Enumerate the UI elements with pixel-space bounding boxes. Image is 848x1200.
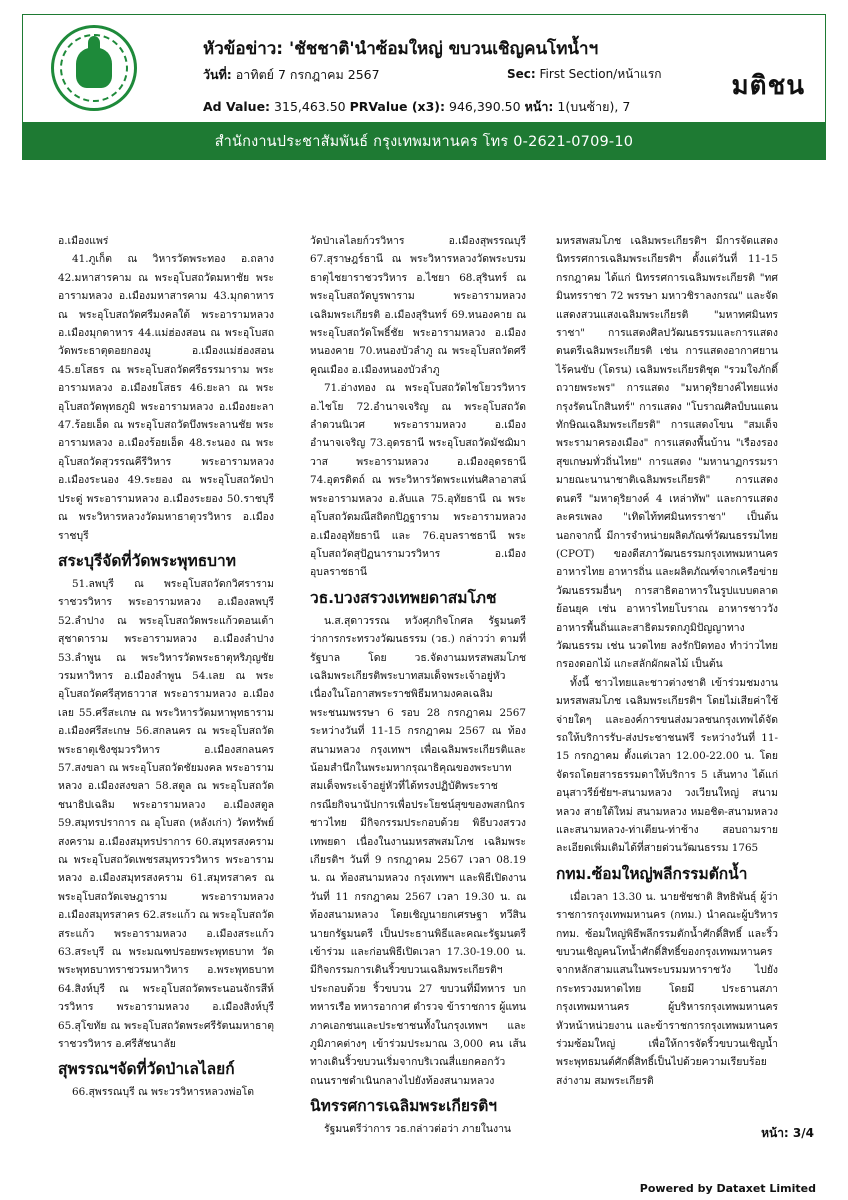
paragraph: 41.ภูเก็ต ณ วิหารวัดพระทอง อ.ถลาง 42.มหาสารคาม ณ พระอุโบสถวัดมหาชัย พระอารามหลวง อ.เมืองมหาสารคาม 43.มุกดาหาร ณ พระอุโบสถวัดศรีมงคลใต้ พระอารามหลวง อ.เมืองมุกดาหาร 44.แม่ฮ่องสอน ณ พระอุโบสถ วัดพระธาตุดอยกองมู อ.เมืองแม่ฮ่องสอน 45.ยโสธร ณ พระอุโบสถวัดศรีธรรมาราม พระอารามหลวง อ.เมืองยโสธร 46.ยะลา ณ พระอุโบสถวัดพุทธภูมิ พระอารามหลวง อ.เมืองยะลา 47.ร้อยเอ็ด ณ พระอุโบสถวัดบึงพระลานชัย พระอารามหลวง อ.เมืองร้อยเอ็ด 48.ระนอง ณ พระอุโบสถวัดสุวรรณคีรีวิหาร พระอารามหลวง อ.เมืองระนอง 49.ระยอง ณ พระอุโบสถวัดป่าประดู่ พระอารามหลวง อ.เมืองระยอง 50.ราชบุรี ณ พระวิหารหลวงวัดมหาธาตุวรวิหาร อ.เมืองราชบุรี (58, 253, 274, 542)
paragraph: อ.เมืองแพร่ (58, 235, 109, 247)
ad-value: 315,463.50 (274, 99, 346, 114)
section-info (507, 65, 662, 84)
powered-by: Powered by Dataxet Limited (639, 1182, 816, 1195)
article-body (58, 232, 778, 1136)
subheading: กทม.ซ้อมใหญ่พลีกรรมตักน้ำ (556, 864, 748, 883)
newspaper-brand: มติชน (731, 71, 805, 101)
paragraph: วัดป่าเลไลยก์วรวิหาร อ.เมืองสุพรรณบุรี 67.สุราษฎร์ธานี ณ พระวิหารหลวงวัดพระบรมธาตุไชยาราชวรวิหาร อ.ไชยา 68.สุรินทร์ ณ พระอุโบสถวัดบูรพาราม พระอารามหลวง เฉลิมพระเกียรติ อ.เมืองสุรินทร์ 69.หนองคาย ณ พระอุโบสถวัดโพธิ์ชัย พระอารามหลวง อ.เมืองหนองคาย 70.หนองบัวลำภู ณ พระอุโบสถวัดศรีคูณเมือง อ.เมืองหนองบัวลำภู (310, 235, 526, 376)
article-column-1 (58, 232, 274, 1112)
date-value: อาทิตย์ 7 กรกฎาคม 2567 (235, 67, 380, 82)
bma-seal-logo (51, 25, 137, 111)
agency-banner: สำนักงานประชาสัมพันธ์ กรุงเทพมหานคร โทร 0-2621-0709-10 (22, 122, 826, 160)
page-label: หน้า: (524, 99, 554, 114)
seal-emblem (76, 48, 112, 88)
subheading: สระบุรีจัดที่วัดพระพุทธบาท (58, 551, 236, 570)
ad-value-row (203, 97, 630, 117)
ad-label: Ad Value: (203, 99, 271, 114)
page-value: 1(บนซ้าย), 7 (557, 99, 631, 114)
page-number: หน้า: 3/4 (761, 1126, 814, 1140)
headline-title: หัวข้อข่าว: 'ชัชชาติ'นำซ้อมใหญ่ ขบวนเชิญคนโทน้ำฯ (203, 39, 599, 59)
subheading: วธ.บวงสรวงเทพยดาสมโภช (310, 588, 497, 607)
section-label: Sec: (507, 67, 536, 81)
article-column-2 (310, 232, 526, 1136)
publish-date (203, 65, 380, 85)
section-value: First Section/หน้าแรก (539, 67, 662, 81)
news-header (22, 14, 826, 122)
paragraph: มหรสพสมโภช เฉลิมพระเกียรติฯ มีการจัดแสดงนิทรรศการเฉลิมพระเกียรติฯ ตั้งแต่วันที่ 11-15 กรกฎาคม ได้แก่ นิทรรศการเฉลิมพระเกียรติ "ทศมินทรราชา 72 พรรษา มหาวชิราลงกรณ" และจัดแสดงสวนแสงเฉลิมพระเกียรติ "มหาทศมินทรราชา" การแสดงศิลปวัฒนธรรมและการแสดงดนตรีเฉลิมพระเกียรติ เช่น การแสดงอากาศยานไร้คนขับ (โดรน) เฉลิมพระเกียรติชุด "รวมใจภักดิ์ ถวายพระพร" การแสดง "มหาดุริยางค์ไทยแห่งกรุงรัตนโกสินทร์" การแสดง "โบราณศิลป์บนแดนทักษิณเฉลิมพระเกียรติ" การแสดงโขน "สมเด็จพระรามาครองเมือง" การแสดงพื้นบ้าน "เรืองรองสุขเกษมทั่วถิ่นไทย" การแสดง "มหานาฏกรรมรามายณะนานาชาติเฉลิมพระเกียรติ" การแสดงดนตรี "มหาดุริยางค์ 4 เหล่าทัพ" และการแสดงละครเพลง "เทิดไท้ทศมินทรราชา" เป็นต้น นอกจากนี้ มีการจำหน่ายผลิตภัณฑ์วัฒนธรรมไทย (CPOT) ของดีสภาวัฒนธรรมกรุงเทพมหานคร อาหารไทย อาหารถิ่น และผลิตภัณฑ์จากเครือข่ายวัฒนธรรมอื่นๆ การสาธิตอาหารในรูปแบบตลาดย้อนยุค เช่น อาหารไทยโบราณ อาหารชาววัง อาหารพื้นถิ่นและสาธิตมรดกภูมิปัญญาทางวัฒนธรรม เช่น นวดไทย ลงรักปิดทอง ทำว่าวไทย กรองดอกไม้ แกะสลักผักผลไม้ เป็นต้น (556, 235, 778, 671)
paragraph: 51.ลพบุรี ณ พระอุโบสถวัดกวิศราราม ราชวรวิหาร พระอารามหลวง อ.เมืองลพบุรี 52.ลำปาง ณ พระอุโบสถวัดพระแก้วดอนเต้าสุชาดาราม พระอารามหลวง อ.เมืองลำปาง 53.ลำพูน ณ พระวิหารวัดพระธาตุหริภุญชัยวรมหาวิหาร อ.เมืองลำพูน 54.เลย ณ พระอุโบสถวัดศรีสุทธาวาส พระอารามหลวง อ.เมืองเลย 55.ศรีสะเกษ ณ พระวิหารวัดมหาพุทธาราม อ.เมืองศรีสะเกษ 56.สกลนคร ณ พระอุโบสถวัดพระธาตุเชิงชุมวรวิหาร อ.เมืองสกลนคร 57.สงขลา ณ พระอุโบสถวัดชัยมงคล พระอารามหลวง อ.เมืองสงขลา 58.สตูล ณ พระอุโบสถวัดชนาธิปเฉลิม พระอารามหลวง อ.เมืองสตูล 59.สมุทรปราการ ณ อุโบสถ (หลังเก่า) วัดทรัพย์สงคราม อ.เมืองสมุทรปราการ 60.สมุทรสงคราม ณ พระอุโบสถวัดเพชรสมุทรวรวิหาร พระอารามหลวง อ.เมืองสมุทรสงคราม 61.สมุทรสาคร ณ พระอุโบสถวัดเจษฎาราม พระอารามหลวง อ.เมืองสมุทรสาคร 62.สระแก้ว ณ พระอุโบสถวัดสระแก้ว พระอารามหลวง อ.เมืองสระแก้ว 63.สระบุรี ณ พระมณฑปรอยพระพุทธบาท วัดพระพุทธบาทราชวรมหาวิหาร อ.พระพุทธบาท 64.สิงห์บุรี ณ พระอุโบสถวัดพระนอนจักรสีห์วรวิหาร พระอารามหลวง อ.เมืองสิงห์บุรี 65.สุโขทัย ณ พระอุโบสถวัดพระศรีรัตนมหาธาตุราชวรวิหาร อ.ศรีสัชนาลัย (58, 577, 274, 1051)
paragraph: 71.อ่างทอง ณ พระอุโบสถวัดไชโยวรวิหาร อ.ไชโย 72.อำนาจเจริญ ณ พระอุโบสถวัดลำดวนนิเวศ พระอารามหลวง อ.เมืองอำนาจเจริญ 73.อุดรธานี พระอุโบสถวัดมัชฌิมาวาส พระอารามหลวง อ.เมืองอุดรธานี 74.อุตรดิตถ์ ณ พระวิหารวัดพระแท่นศิลาอาสน์ พระอารามหลวง อ.ลับแล 75.อุทัยธานี ณ พระอุโบสถวัดมณีสถิตกปิฎฐาราม พระอารามหลวง อ.เมืองอุทัยธานี และ 76.อุบลราชธานี พระอุโบสถวัดสุปัฏนารามวรวิหาร อ.เมืองอุบลราชธานี (310, 382, 526, 579)
article-column-3 (556, 232, 778, 1112)
pr-label: PRValue (x3): (349, 99, 446, 114)
paragraph: เมื่อเวลา 13.30 น. นายชัชชาติ สิทธิพันธุ์ ผู้ว่าราชการกรุงเทพมหานคร (กทม.) นำคณะผู้บริหาร กทม. ซ้อมใหญ่พิธีพลีกรรมตักน้ำศักดิ์สิทธิ์ และริ้วขบวนเชิญคนโทน้ำศักดิ์สิทธิ์ของกรุงเทพมหานคร จากหลักสามแสนในพระบรมมหาราชวัง ไปยังกระทรวงมหาดไทย โดยมี ประธานสภากรุงเทพมหานคร ผู้บริหารกรุงเทพมหานคร หัวหน้าหน่วยงาน และข้าราชการกรุงเทพมหานคร ร่วมซ้อมใหญ่ เพื่อให้การจัดริ้วขบวนเชิญน้ำพระพุทธมนต์ศักดิ์สิทธิ์เป็นไปด้วยความเรียบร้อย สง่างาม สมพระเกียรติ (556, 890, 778, 1087)
date-label: วันที่: (203, 67, 232, 82)
paragraph: ทั้งนี้ ชาวไทยและชาวต่างชาติ เข้าร่วมชมงานมหรสพสมโภช เฉลิมพระเกียรติฯ โดยไม่เสียค่าใช้จ่ายใดๆ และองค์การขนส่งมวลชนกรุงเทพได้จัดรถให้บริการรับ-ส่งประชาชนฟรี ระหว่างวันที่ 11-15 กรกฎาคม ตั้งแต่เวลา 12.00-22.00 น. โดยจัดรถโดยสารธรรมดาให้บริการ 5 เส้นทาง ได้แก่ อนุสาวรีย์ชัยฯ-สนามหลวง วงเวียนใหญ่ สนามหลวง สายใต้ใหม่ สนามหลวง หมอชิต-สนามหลวง และสนามหลวง-ท่าเตียน-ท่าช้าง สอบถามรายละเอียดเพิ่มเติมได้ที่สายด่วนวัฒนธรรม 1765 (556, 676, 778, 855)
paragraph: รัฐมนตรีว่าการ วธ.กล่าวต่อว่า ภายในงาน (324, 1123, 512, 1136)
subheading: สุพรรณฯจัดที่วัดป่าเลไลยก์ (58, 1060, 235, 1079)
paragraph: น.ส.สุดาวรรณ หวังศุภกิจโกศล รัฐมนตรีว่าการกระทรวงวัฒนธรรม (วธ.) กล่าวว่า ตามที่รัฐบาล โดย วธ.จัดงานมหรสพสมโภชเฉลิมพระเกียรติพระบาทสมเด็จพระเจ้าอยู่หัว เนื่องในโอกาสพระราชพิธีมหามงคลเฉลิมพระชนมพรรษา 6 รอบ 28 กรกฎาคม 2567 ระหว่างวันที่ 11-15 กรกฎาคม 2567 ณ ท้องสนามหลวง กรุงเทพฯ เพื่อเฉลิมพระเกียรติและน้อมสำนึกในพระมหากรุณาธิคุณของพระบาทสมเด็จพระเจ้าอยู่หัวที่ได้ทรงปฏิบัติพระราชกรณียกิจนานัปการเพื่อประโยชน์สุขของพสกนิกรชาวไทย มีกิจกรรมประกอบด้วย พิธีบวงสรวงเทพยดา เนื่องในงานมหรสพสมโภช เฉลิมพระเกียรติฯ วันที่ 9 กรกฎาคม 2567 เวลา 08.19 น. ณ ท้องสนามหลวง กรุงเทพฯ และพิธีเปิดงานวันที่ 11 กรกฎาคม 2567 เวลา 19.30 น. ณ ท้องสนามหลวง โดยเชิญนายกเศรษฐา ทวีสิน นายกรัฐมนตรี เป็นประธานพิธีและคณะรัฐมนตรีเข้าร่วม และก่อนพิธีเปิดเวลา 17.30-19.00 น. มีกิจกรรมการเดินริ้วขบวนเฉลิมพระเกียรติฯ ประกอบด้วย ริ้วขบวน 27 ขบวนที่มีทหาร บก ทหารเรือ ทหารอากาศ ตำรวจ ข้าราชการ ผู้แทนภาคเอกชนและประชาชนทั้งในกรุงเทพฯ และภูมิภาคต่างๆ เข้าร่วมประมาณ 3,000 คน เส้นทางเดินริ้วขบวนเริ่มจากบริเวณสี่แยกคอกวัว ถนนราชดำเนินกลางไปยังท้องสนามหลวง (310, 614, 526, 1087)
pr-value: 946,390.50 (449, 99, 521, 114)
subheading: นิทรรศการเฉลิมพระเกียรติฯ (310, 1097, 498, 1116)
paragraph: 66.สุพรรณบุรี ณ พระวรวิหารหลวงพ่อโต (72, 1086, 255, 1099)
